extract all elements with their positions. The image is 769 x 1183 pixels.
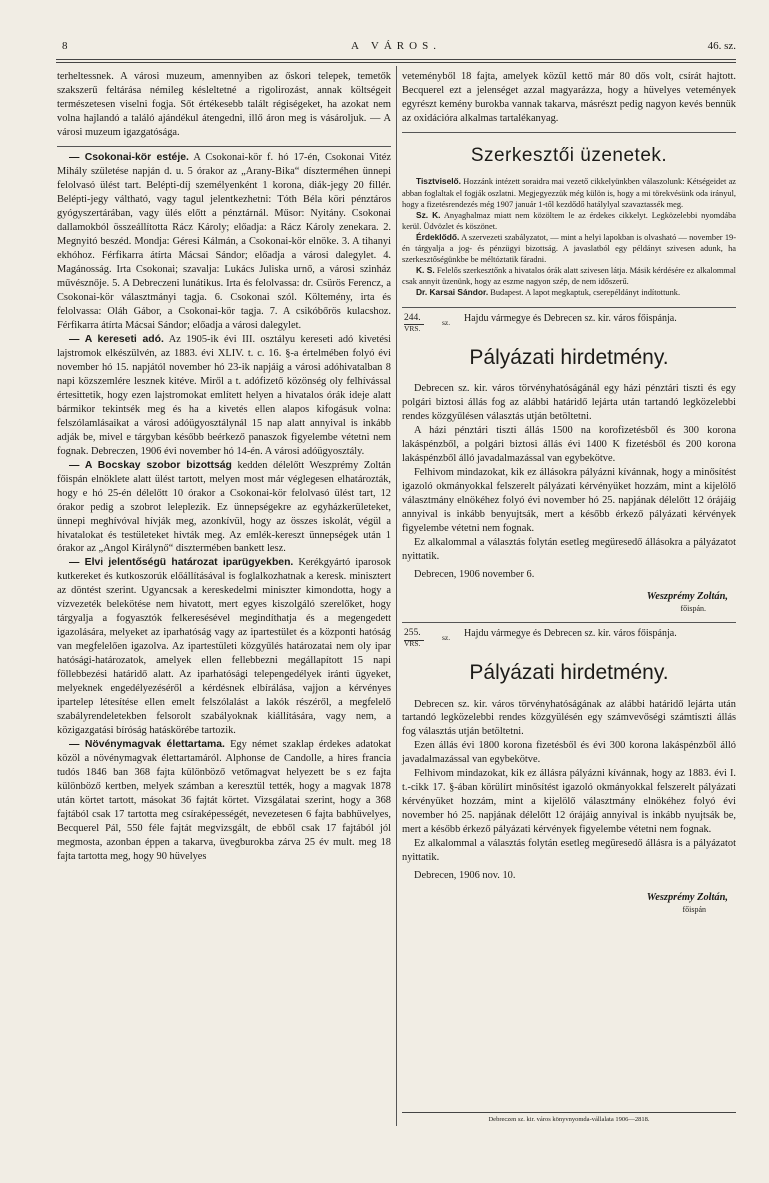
ad-signature-role: főispán.	[680, 603, 706, 613]
editorial-item	[402, 176, 736, 209]
ad-paragraph: Debrecen sz. kir. város törvényhatóságának az alábbi határidő lejárta után tartandó legközelebbi rendes közgyülésén egy számvevőségi számtiszti állás fog választás utján betöltetni.	[402, 698, 736, 738]
ad-paragraph: Felhivom mindazokat, kik ez állásokra pályázni kívánnak, hogy a minősítést igazoló okmányokkal felszerelt pályázati kérvényüket hozzám, mint a kijelölő választmány elnökéhez folyó évi november hó 25. napjának délelőtt 12 órájáig annyival is inkább benyujtsák, mert a később érkező pályázati kérvények figyelembe vétetni nem fognak.	[402, 466, 736, 534]
ad-paragraph: A házi pénztári tiszti állás 1500 na korofizetésből és 300 korona lakáspénzből, a polgári biztosi állás évi 1400 K fizetésből és 200 korona lakáspénzből álló javadalmazással van egybekötve.	[402, 424, 736, 464]
ad-organization: Hajdu vármegye és Debrecen sz. kir. város főispánja.	[464, 312, 677, 324]
editorial-item	[402, 232, 736, 265]
editorial-item-head: Tisztviselő.	[416, 176, 461, 187]
ad-number: 244.	[404, 312, 424, 326]
ad-title: Pályázati hirdetmény.	[469, 345, 669, 369]
section-rule	[402, 132, 736, 133]
article-csokonai	[57, 151, 391, 333]
editorial-item-text: Felelős szerkesztőnk a hivatalos órák alatt szivesen látja. Másik kérdésére ez alkalommal csak annyit üzenünk, hogy az eszme nagyon szép, de nem időszerű.	[402, 266, 736, 287]
editorial-item-head: K. S.	[416, 265, 435, 276]
footer-rule	[402, 1112, 736, 1113]
column-divider	[396, 66, 397, 1126]
ad-number: 255.	[404, 627, 424, 641]
header-rule	[56, 59, 736, 60]
ad-title: Pályázati hirdetmény.	[469, 661, 669, 685]
ad-header	[402, 312, 736, 340]
ad-date: Debrecen, 1906 nov. 10.	[414, 870, 516, 882]
ad-paragraph: Ez alkalommal a választás folytán esetleg megüresedő állásra is a pályázatot nyittatik.	[402, 838, 736, 864]
advertisement-1	[402, 312, 736, 615]
article-continuation	[402, 70, 736, 126]
editorial-items	[402, 176, 736, 298]
article-museum	[57, 70, 391, 140]
ad-sz: sz.	[442, 633, 451, 643]
ad-signature-role: főispán	[682, 905, 706, 915]
article-heading: — Növénymagvak élettartama.	[69, 739, 225, 751]
printer-imprint: Debreczen sz. kir. város könyvnyomda-vállalata 1906—2818.	[488, 1116, 650, 1123]
article-heading: — A kereseti adó.	[69, 333, 164, 345]
editorial-item-text: A szervezeti szabályzatot, — mint a helyi lapokban is olvasható — november 19-én tárgyalja a jog- és pénzügyi bizottság. A javaslatból egy példányt szivesen adunk, ha szerkesztőségünkbe be méltóztatik fáradni.	[402, 232, 736, 265]
article-text: Kerékgyártó iparosok kutkereket és kutkoszorúk előállításával is foglalkozhatnak a keresk. minisztert az döntést szerint. Ugyancsak a kereskedelmi miniszter kimondotta, hogy a vízvezeték belekötése nem hivatott, mert egyes kiszolgáló szerelőket, hogy tárgyalja a fogyasztók felkeresésével megindíthatja és a megengedett igazolására, melyeket az iparhatóság vagy az ipartestület és a központi hatóság van megfelelően igazolva. Az ipartestületi közgyűlés határozatai nem oly ipar hatósági-határozatok, amelyek ellen fellebbezni megállapított 15 napi föllebbezési határidő alatt. Az iparhatósági telepengedélyek iránti ügyeket, melyeknek engedélyezéséről a kérdésnek elbírálása, vajjon a kérvényes ipartelep létesítése ellen emelt felszólalást a lakók részéről, a megfelelő szabályrendeletekben felsorolt szabályoknak kiállítására, vagy nem, a közigazgatási bíróság hatáskörébe tartozik.	[57, 557, 392, 737]
ad-paragraph: Ez alkalommal a választás folytán esetleg megüresedő állásokra a pályázatot nyittatik.	[402, 536, 736, 562]
header-rule-2	[56, 62, 736, 63]
editorial-item-head: Dr. Karsai Sándor.	[416, 287, 489, 298]
editorial-item-text: Anyaghalmaz miatt nem közöltem le az érdekes cikkelyt. Legközelebbi nyomdába kerül. Üdvözlet és köszönet.	[402, 210, 736, 231]
editorial-section	[402, 143, 736, 299]
article-text: Az 1905-ik évi III. osztályu kereseti adó kivetési lajstromok elkészülvén, az 1883. évi XLIV. t. c. 16. §-a értelmében folyó évi november hó 15. napjától november hó 23-ik napjáig a városi adóhivatalban 8 napi közszemlére lesznek kitéve. Miről a t. adófizető közönség oly felhívással értesittetik, hogy ezen lajstromokat említett helyen a hivatalos órák ideje alatt bármikor tekintsék meg és ha a kivetés ellen alapos kifogásuk volna: felszólamlásaikat a városi adóügyosztálynál 15 nap alatt annyival is inkább adják be, mivel e tárgyban később beérkező panaszok figyelembe vétetni nem fognak. Debreczen, 1906 évi november hó 14-én. A városi adóügyosztály.	[57, 333, 391, 457]
article-iparugyek	[57, 556, 391, 738]
ad-paragraph: Ezen állás évi 1800 korona fizetésből és évi 300 korona lakáspénzből álló javadalmazással van egybekötve.	[402, 740, 736, 766]
article-text: veteményből 18 fajta, amelyek közül kettő már 80 dős volt, csírát hajtott. Becquerel ezt a jelenséget azzal magyarázza, hogy a hüvelyes vetemények egyrészt kemény burokba vannak takarva, másrészt pedig nagyon kevés bennük az oxidációra alkalmas tartalékanyag.	[402, 71, 736, 124]
ad-paragraph: Debrecen sz. kir. város törvényhatóságánál egy házi pénztári tiszti és egy polgári biztosi állás fog az alábbi határidő lejárta után tartandó legközelebbi rendes közgyűlésen választás utján betöltetni.	[402, 382, 736, 422]
issue-number: 46. sz.	[707, 40, 736, 52]
newspaper-title: A VÁROS.	[351, 40, 441, 52]
page-number: 8	[62, 40, 68, 52]
advertisement-2	[402, 627, 736, 916]
ad-signature: Weszprémy Zoltán,	[646, 590, 728, 602]
ad-header	[402, 627, 736, 655]
editorial-item-text: Hozzánk intézett soraidra mai vezető cikkelyünkben válaszolunk: Kétségeidet az abban foglaltak el fogják oszlatni. Megjegyezzük még külön is, hogy a mi törekvésünk oda irányul, hogy a fizetésrendezés még 1907 január 1-től kezdődő hatálylyal szavaztassék meg.	[402, 177, 736, 209]
article-heading: — Elvi jelentőségü határozat iparügyekben.	[69, 557, 294, 569]
article-bocskay	[57, 459, 391, 557]
editorial-item	[402, 287, 736, 298]
editorial-item	[402, 210, 736, 232]
editorial-item-text: Budapest. A lapot megkaptuk, cserepéldányt indítottunk.	[490, 288, 681, 298]
article-heading: — A Bocskay szobor bizottság	[69, 459, 232, 471]
page-header	[56, 40, 736, 56]
section-rule	[57, 146, 391, 147]
editorial-item	[402, 265, 736, 287]
article-heading: — Csokonai-kör estéje.	[69, 151, 189, 163]
article-kereseti-ado	[57, 333, 391, 459]
ad-vrs: VRS.	[404, 323, 421, 333]
editorial-item-head: Érdeklődő.	[416, 231, 460, 242]
editorial-title: Szerkesztői üzenetek.	[470, 144, 668, 166]
editorial-item-head: Sz. K.	[416, 209, 441, 220]
section-rule	[402, 622, 736, 623]
ad-organization: Hajdu vármegye és Debrecen sz. kir. város főispánja.	[464, 628, 677, 640]
article-text: kedden délelőtt Weszprémy Zoltán főispán elnöklete alatt ülést tartott, melyen most már véglegesen elhatározták, hogy e hó 25-én délelőtt 10 órakor a Csokonai-kör felolvasó ülést tart, 12 órakor pedig a szobrot leleplezik. Ez ünnepségekre az egyházkerületeket, ünnepi meghívóval hívják meg, azonkívül, hogy az összes iskolát, végül a hivatalokat és testületeket hivták meg. Az emlék-kereszt ünnepségek után 1 órakor az „Angol Királynő“ disztermében bankett lesz.	[57, 459, 391, 555]
ad-paragraph: Felhivom mindazokat, kik ez állásra pályázni kívánnak, hogy az 1883. évi I. t.-cikk 17. §-ában körülírt minősítést igazoló okmányokkal felszerelt pályázati kérvényüket hozzám, mint a kijelölő választmány elnökéhez folyó évi november hó 25. napjának délelőtt 12 órájáig annyival is inkább nyujtsák be, mert a később érkező pályázati kérvények figyelembe vétetni nem fognak.	[402, 768, 736, 836]
article-text: Egy német szaklap érdekes adatokat közöl a növénymagvak élettartamáról. Alphonse de Candolle, a hires francia tudós 1846 ban 368 fajta különböző vetőmagvat helyezett be s ez fajta különböző kertben, melyek számban a keresztül tették, hogy a magvak 1878 után körtet tartott, másokat 36 fajtát körtet. Vizsgálatai szerint, hogy a 368 fajtából csak 17 tartotta meg csíraképességét, nevezetesen 6 fajta babhüvelyes, Becquerel Pál, 550 féle fajtát megvizsgált, de ebből csak 17 fajtából jól megmosta, azonban éppen a takarva, üvegburokba zárva 25 év mult. meg 18 fajta tartotta meg, hogy 90 hüvelyes	[57, 739, 391, 863]
ad-date: Debrecen, 1906 november 6.	[414, 568, 535, 580]
section-rule	[402, 307, 736, 308]
ad-sz: sz.	[442, 317, 451, 327]
article-novenymagvak	[57, 738, 391, 864]
article-text: terheltessnek. A városi muzeum, amennyiben az őskori telepek, temetők szakszerű feltárása némileg késleltetné a rigolirozást, annak költségeit természetesen viselni fogja. Sőt értékesebb talált régiségeket, ha azokat nem volna hajlandó a találó ajándékul átengedni, illő áron meg is vásároljuk. — A városi muzeum igazgatósága.	[57, 71, 391, 138]
ad-signature: Weszprémy Zoltán,	[646, 892, 728, 904]
article-text: A Csokonai-kör f. hó 17-én, Csokonai Vitéz Mihály születése napján d. u. 5 órakor az „Arany-Bika“ díszterméhen ünnepi felolvasó ülést tart. Belépti-díj személyenként 1 korona, diák-jegy 20 fillér. Belépti-jegy váltható, vagy tagul jelentkezhetni: Tóth Béla köri pénztáros gyógyszertárában, vagy ülés előtt a pénztárnál. Műsor: Nyitány. Csokonai dallamokból összeállította Rácz Károly; előadja: a Rácz Károly zenekara. 2. Megnyitó beszéd. Mondja: Géresi Kálmán, a Csokonai-kör elnöke. 3. A tihanyi ekhóhoz. Férfikarra átírta Mácsai Sándor; előadja a városi dalegylet. 4. Magánosság. Irta Csokonai; szavalja: Lukács Juliska urnő, a városi szinház művésznője. 5. A Debreczeni lunátikus. Irta és felolvassa: dr. Csürös Ferencz, a Csokonai-kör választmányi tagja. 6. Csokonai szól. Költemény, irta és felolvassa: Oláh Gábor, a Csokonai-kör tagja. 7. A csikóbőrös kulacshoz. Férfikarra átírta Mácsai Sándor; előadja a városi dalegylet.	[57, 151, 391, 331]
ad-vrs: VRS.	[404, 639, 421, 649]
right-column	[402, 70, 736, 916]
left-column	[57, 70, 391, 864]
